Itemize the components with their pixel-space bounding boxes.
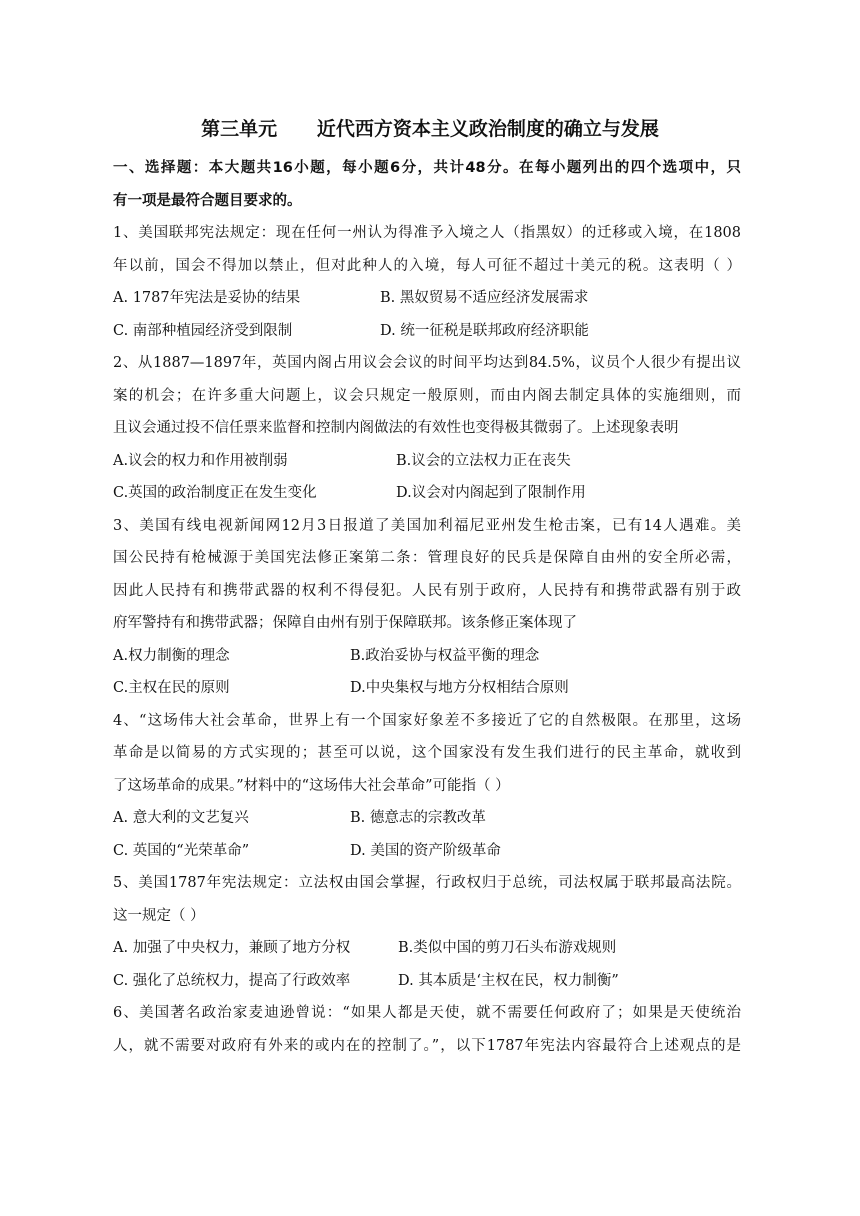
question-5-option-c: C. 强化了总统权力，提高了行政效率	[113, 972, 351, 989]
question-2-options-row-2	[113, 477, 741, 510]
question-1-options-row-1	[113, 282, 741, 315]
question-3-line-4: 府军警持有和携带武器；保障自由州有别于保障联邦。该条修正案体现了	[113, 615, 577, 631]
question-2-options-row-1	[113, 445, 741, 478]
question-1-option-c: C. 南部种植园经济受到限制	[113, 322, 293, 339]
question-3-option-a: A.权力制衡的理念	[113, 647, 230, 664]
document-body	[113, 152, 741, 1062]
question-5-option-d: D. 其本质是‘主权在民，权力制衡”	[398, 972, 619, 989]
question-2-option-d: D.议会对内阁起到了限制作用	[396, 485, 586, 501]
question-5-options-row-2	[113, 965, 741, 998]
question-1-option-b: B. 黑奴贸易不适应经济发展需求	[380, 290, 589, 306]
question-4-options-row-2	[113, 835, 741, 868]
question-1-line-1: 1、美国联邦宪法规定：现在任何一州认为得准予入境之人（指黑奴）的迁移或入境，在1808	[113, 225, 741, 241]
question-2-option-b: B.议会的立法权力正在丧失	[396, 452, 571, 469]
question-4-option-d: D. 美国的资产阶级革命	[350, 842, 501, 859]
question-4-line-2: 革命是以简易的方式实现的；甚至可以说，这个国家没有发生我们进行的民主革命，就收到	[113, 745, 741, 761]
question-5-option-b: B.类似中国的剪刀石头布游戏规则	[398, 940, 617, 956]
question-5-line-2: 这一规定（ ）	[113, 907, 205, 924]
question-4-options-row-1	[113, 802, 741, 835]
question-1-option-d: D. 统一征税是联邦政府经济职能	[380, 322, 589, 339]
question-1-line-2: 年以前，国会不得加以禁止，但对此种人的入境，每人可征不超过十美元的税。这表明（ ）	[113, 257, 741, 274]
question-6-line-2: 人，就不需要对政府有外来的或内在的控制了。”，以下1787年宪法内容最符合上述观点的是	[113, 1037, 741, 1054]
question-3-line-3: 因此人民持有和携带武器的权利不得侵犯。人民有别于政府，人民持有和携带武器有别于政	[113, 582, 741, 599]
question-2-option-c: C.英国的政治制度正在发生变化	[113, 485, 317, 501]
question-4-line-1: 4、“这场伟大社会革命，世界上有一个国家好象差不多接近了它的自然极限。在那里，这场	[113, 712, 741, 729]
question-5-options-row-1	[113, 932, 741, 965]
section-heading-line-1: 一、选择题：本大题共16小题，每小题6分，共计48分。在每小题列出的四个选项中，只	[113, 160, 741, 176]
question-2-line-2: 案的机会；在许多重大问题上，议会只规定一般原则，而由内阁去制定具体的实施细则，而	[113, 387, 741, 404]
question-2-line-3: 且议会通过投不信任票来监督和控制内阁做法的有效性也变得极其微弱了。上述现象表明	[113, 420, 679, 436]
question-2-option-a: A.议会的权力和作用被削弱	[113, 452, 288, 469]
question-3-line-2: 国公民持有枪械源于美国宪法修正案第二条：管理良好的民兵是保障自由州的安全所必需，	[113, 550, 741, 566]
question-1-options-row-2	[113, 315, 741, 348]
question-1-option-a: A. 1787年宪法是妥协的结果	[113, 290, 301, 306]
question-5-line-1: 5、美国1787年宪法规定：立法权由国会掌握，行政权归于总统，司法权属于联邦最高法院。	[113, 875, 741, 891]
question-3-option-d: D.中央集权与地方分权相结合原则	[350, 680, 569, 696]
question-3-options-row-1	[113, 640, 741, 673]
question-4-option-a: A. 意大利的文艺复兴	[113, 810, 249, 826]
page-title: 第三单元 近代西方资本主义政治制度的确立与发展	[201, 118, 659, 140]
section-heading-line-2: 有一项是最符合题目要求的。	[113, 192, 302, 209]
question-4-option-b: B. 德意志的宗教改革	[350, 810, 486, 826]
question-6-line-1: 6、美国著名政治家麦迪逊曾说：“如果人都是天使，就不需要任何政府了；如果是天使统治	[113, 1005, 741, 1021]
question-5-option-a: A. 加强了中央权力，兼顾了地方分权	[113, 940, 351, 956]
question-3-options-row-2	[113, 672, 741, 705]
question-2-line-1: 2、从1887—1897年，英国内阁占用议会会议的时间平均达到84.5%，议员个人很少有提出议	[113, 355, 741, 371]
question-3-line-1: 3、美国有线电视新闻网12月3日报道了美国加利福尼亚州发生枪击案，已有14人遇难。美	[113, 517, 741, 534]
question-4-line-3: 了这场革命的成果。”材料中的“这场伟大社会革命”可能指（ ）	[113, 777, 510, 794]
question-4-option-c: C. 英国的“光荣革命”	[113, 842, 250, 859]
question-3-option-c: C.主权在民的原则	[113, 680, 230, 696]
question-3-option-b: B.政治妥协与权益平衡的理念	[350, 647, 540, 664]
